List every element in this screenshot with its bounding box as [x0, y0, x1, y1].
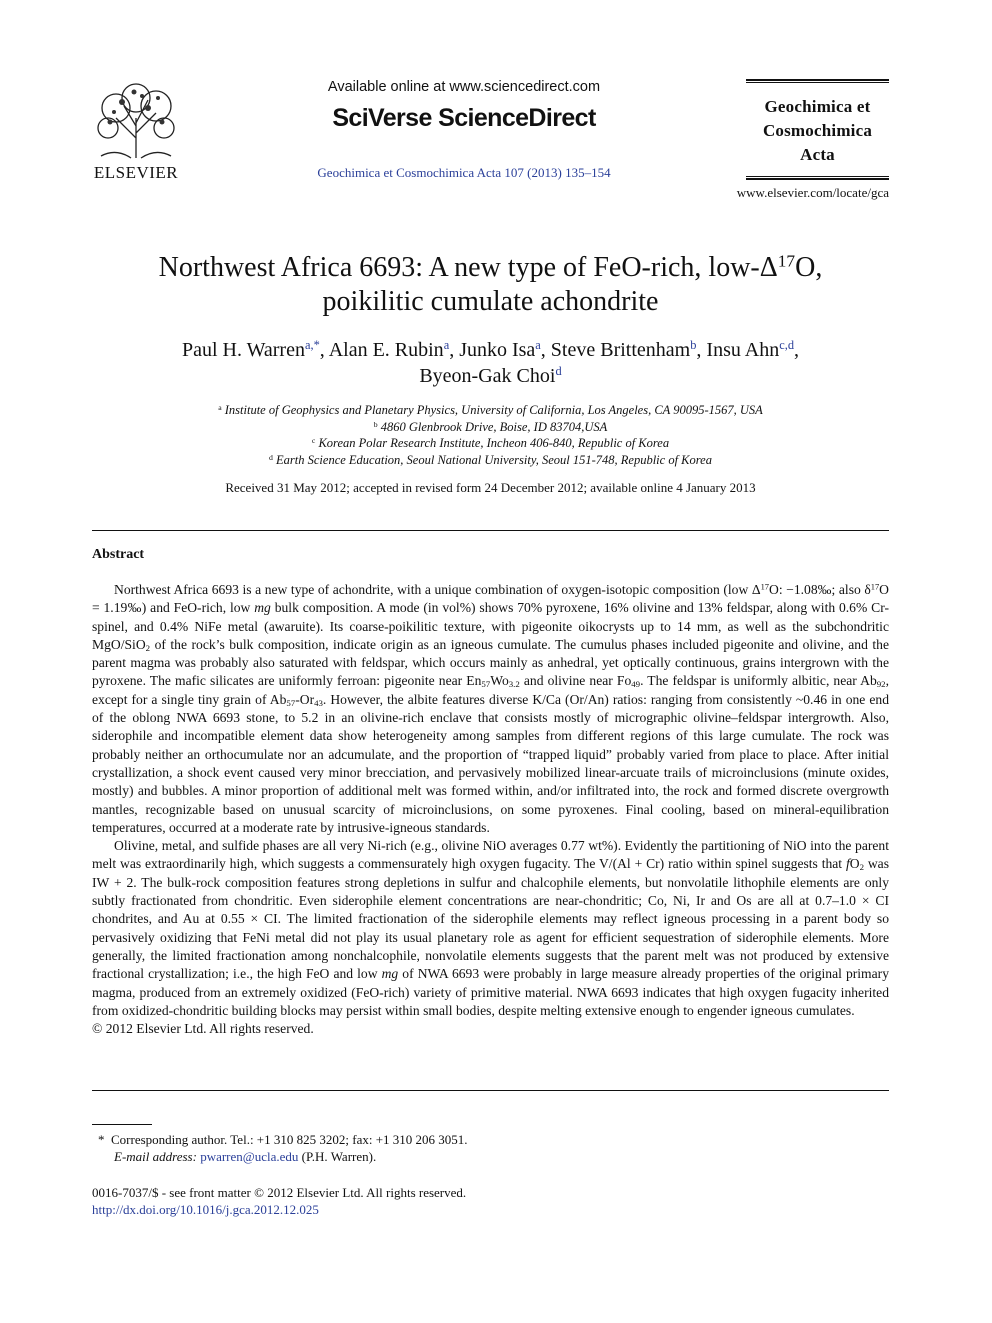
- journal-url[interactable]: www.elsevier.com/locate/gca: [736, 185, 889, 200]
- subscript: 43: [314, 697, 323, 708]
- abstract-text: O: −1.08‰; also δ: [769, 582, 871, 597]
- journal-title: [746, 95, 889, 167]
- abstract-paragraph: [92, 581, 889, 837]
- author-affiliation-marker[interactable]: a: [535, 338, 541, 353]
- affiliation: [92, 419, 889, 436]
- superscript: 17: [870, 581, 880, 592]
- author-separator: ,: [319, 339, 329, 361]
- italic-term: mg: [381, 966, 399, 982]
- author-affiliation-marker[interactable]: a,*: [304, 338, 320, 353]
- copyright-line: © 2012 Elsevier Ltd. All rights reserved.: [92, 1021, 314, 1037]
- article-title: [92, 251, 889, 319]
- subscript: 57: [481, 679, 491, 690]
- abstract-body: [92, 581, 889, 1038]
- author-affiliation-marker[interactable]: b: [690, 338, 697, 353]
- author[interactable]: [706, 339, 799, 361]
- affiliation-list: [92, 402, 889, 468]
- author-name[interactable]: Byeon-Gak Choi: [419, 365, 556, 387]
- affiliation: [92, 402, 889, 419]
- abstract-text: bulk composition. A mode (in vol%) shows 70% pyroxene, 16% olivine and 13% feldspar, along with 0.6% Cr-spinel, and 0.4% NiFe metal (awaruite). Its coarse-poikilitic texture, with pigeonite oikocrysts up to 14 mm, as well as the subchondritic MgO/SiO: [92, 600, 890, 652]
- abstract-heading: Abstract: [92, 547, 145, 562]
- author-list: [92, 337, 889, 389]
- author[interactable]: [551, 339, 707, 361]
- subscript: 57: [286, 697, 296, 708]
- received-dates: Received 31 May 2012; accepted in revised form 24 December 2012; available online 4 January 2013: [225, 480, 756, 495]
- author-name[interactable]: Insu Ahn: [706, 339, 780, 361]
- abstract-text: of NWA 6693 were probably in large measure already properties of the original primary magma, produced from an extremely oxidized (FeO-rich) variety of primitive material. NWA 6693 indicates that high oxygen fugacity inherited from oxidized-chondritic building blocks may persist within small bodies, despite melting extensive enough to engender igneous cumulates.: [92, 966, 889, 1018]
- abstract-rule-top: [92, 530, 889, 531]
- affiliation: [92, 452, 889, 469]
- italic-term: f: [845, 856, 850, 872]
- subscript: 49: [631, 679, 641, 690]
- author-separator: ,: [540, 339, 551, 361]
- abstract-paragraph: [92, 837, 889, 1020]
- subscript: 2: [145, 643, 151, 654]
- journal-rule-bottom: [746, 176, 889, 180]
- abstract-text: O: [849, 856, 860, 872]
- abstract-text: O = 1.19‰) and FeO-rich, low: [92, 582, 889, 616]
- corresponding-author-note: [92, 1131, 889, 1148]
- abstract-text: of the rock’s bulk composition, indicate origin as an igneous cumulate. The cumulus phases included pigeonite and olivine, and the parent magma was probably also saturated with feldspar, which occurs mainly as anhedral, yet optically continuous, grains intergrown with the pyroxene. The mafic silicates are uniformly ferroan: pigeonite near En: [92, 636, 889, 689]
- superscript: 17: [760, 581, 769, 592]
- abstract-text: Northwest Africa 6693 is a new type of achondrite, with a unique combination of oxygen-isotopic composition (low Δ: [114, 582, 761, 597]
- author-separator: ,: [794, 339, 800, 361]
- title-text: Northwest Africa 6693: A new type of FeO-rich, low-Δ: [158, 252, 778, 283]
- abstract-text: . However, the albite features diverse K/Ca (Or/An) ratios: ranging from consistently ~0.46 in one end of the oblong NWA 6693 stone, to 5.2 in an olivine-rich enclave that consists mostly of micrographic olivine–feldspar intergrowth. Also, siderophile and incompatible element data show heterogeneity among samples from different regions of this large cumulate. The rock was probably neither an orthocumulate nor an adcumulate, and the proportion of “trapped liquid” probably varied from place to place. After initial crystallization, a shock event caused very minor brecciation, and pervasively mobilized linear-arcuate trails of microinclusions (minute oxides, mostly) and bubbles. A minor proportion of additional melt was formed within, and/or infiltrated into, the rock and formed discrete overgrowth mantles, recognizable based on unusual scarcity of microinclusions, on some pyroxenes. Final cooling, based on mineral-equilibration temperatures, occurred at a moderate rate by intrusive-igneous standards.: [92, 691, 889, 835]
- publisher-wordmark: ELSEVIER: [93, 163, 179, 182]
- journal-title-line: Cosmochimica: [762, 121, 873, 140]
- author-affiliation-marker[interactable]: c,d: [779, 338, 795, 353]
- affiliation-key: c: [311, 435, 316, 445]
- abstract-text: , except for a single tiny grain of Ab: [92, 673, 889, 707]
- affiliation-key: a: [218, 402, 222, 412]
- doi-link[interactable]: http://dx.doi.org/10.1016/j.gca.2012.12.025: [92, 1202, 319, 1217]
- abstract-text: Wo: [490, 673, 509, 689]
- sciencedirect-brand: SciVerse ScienceDirect: [332, 104, 596, 132]
- abstract-text: was IW + 2. The bulk-rock composition features strong depletions in sulfur and chalcophile elements, but nonvolatile lithophile elements are only subtly fractionated from chondritic. Even siderophile element concentrations are near-chondritic; Co, Ni, Ir and Os are all at 0.7–1.0 × CI chondrites, and Au at 0.55 × CI. The limited fractionation of the siderophile elements may reflect igneous processing in a parent body so pervasively oxidizing that FeNi metal did not play its usual planetary role as agent for efficient sequestration of siderophile elements. More generally, the limited fractionation among nonchalcophile, nonvolatile elements suggests that the parent melt was not produced by extensive fractional crystallization; i.e., the high FeO and low: [92, 856, 889, 982]
- author-affiliation-marker[interactable]: a: [443, 338, 450, 353]
- author-separator: ,: [696, 339, 707, 361]
- available-online-text: Available online at www.sciencedirect.com: [327, 79, 601, 95]
- abstract-text: . The feldspar is uniformly albitic, near Ab: [640, 673, 877, 689]
- title-superscript: 17: [777, 251, 796, 271]
- corresponding-author-text: Corresponding author. Tel.: +1 310 825 3202; fax: +1 310 206 3051.: [111, 1132, 468, 1147]
- author[interactable]: [329, 339, 460, 361]
- title-text: O,: [795, 252, 823, 283]
- subscript: 3.2: [508, 679, 520, 690]
- front-matter: [92, 1184, 889, 1218]
- email-link[interactable]: pwarren@ucla.edu: [200, 1149, 299, 1164]
- affiliation-text: Earth Science Education, Seoul National University, Seoul 151-748, Republic of Korea: [276, 452, 712, 467]
- citation-text[interactable]: Geochimica et Cosmochimica Acta 107 (2013) 135–154: [317, 165, 611, 180]
- affiliation-key: d: [269, 452, 273, 462]
- title-line-1: [92, 251, 889, 285]
- author-name[interactable]: Junko Isa: [459, 339, 536, 361]
- footnotes: [92, 1131, 889, 1165]
- affiliation-text: Institute of Geophysics and Planetary Physics, University of California, Los Angeles, CA 90095-1567, USA: [224, 403, 763, 417]
- affiliation-text: Korean Polar Research Institute, Incheon 406-840, Republic of Korea: [318, 436, 670, 450]
- journal-title-line: Acta: [800, 145, 835, 164]
- abstract-text: and olivine near Fo: [519, 673, 632, 689]
- journal-rule-top: [746, 79, 889, 83]
- author-affiliation-marker[interactable]: d: [555, 364, 562, 379]
- abstract-text: Olivine, metal, and sulfide phases are all very Ni-rich (e.g., olivine NiO averages 0.77 wt%). Evidently the partitioning of NiO into the parent melt was extraordinarily high, which suggests a commensurately high oxygen fugacity. The V/(Al + Cr) ratio within spinel suggests that: [92, 838, 889, 872]
- footnote-star: *: [98, 1132, 105, 1147]
- abstract-rule-bottom: [92, 1090, 889, 1091]
- email-owner: (P.H. Warren).: [301, 1149, 377, 1164]
- subscript: 92: [876, 679, 886, 690]
- issn-line: 0016-7037/$ - see front matter © 2012 Elsevier Ltd. All rights reserved.: [92, 1185, 467, 1200]
- email-label: E-mail address:: [114, 1149, 197, 1164]
- affiliation: [92, 435, 889, 452]
- abstract-text: -Or: [295, 691, 315, 707]
- footnote-rule: [92, 1124, 152, 1125]
- italic-term: mg: [254, 600, 271, 616]
- author[interactable]: [182, 339, 329, 361]
- author[interactable]: [459, 339, 551, 361]
- author-separator: ,: [449, 339, 460, 361]
- subscript: 2: [859, 862, 864, 873]
- affiliation-key: b: [373, 419, 378, 429]
- affiliation-text: 4860 Glenbrook Drive, Boise, ID 83704,USA: [380, 419, 608, 434]
- title-line-2: poikilitic cumulate achondrite: [322, 286, 659, 317]
- journal-title-line: Geochimica et: [764, 97, 871, 116]
- email-note: [92, 1148, 889, 1165]
- author-name[interactable]: Steve Brittenham: [550, 339, 691, 361]
- author[interactable]: [419, 365, 561, 387]
- author-name[interactable]: Alan E. Rubin: [328, 339, 444, 361]
- author-name[interactable]: Paul H. Warren: [181, 339, 305, 361]
